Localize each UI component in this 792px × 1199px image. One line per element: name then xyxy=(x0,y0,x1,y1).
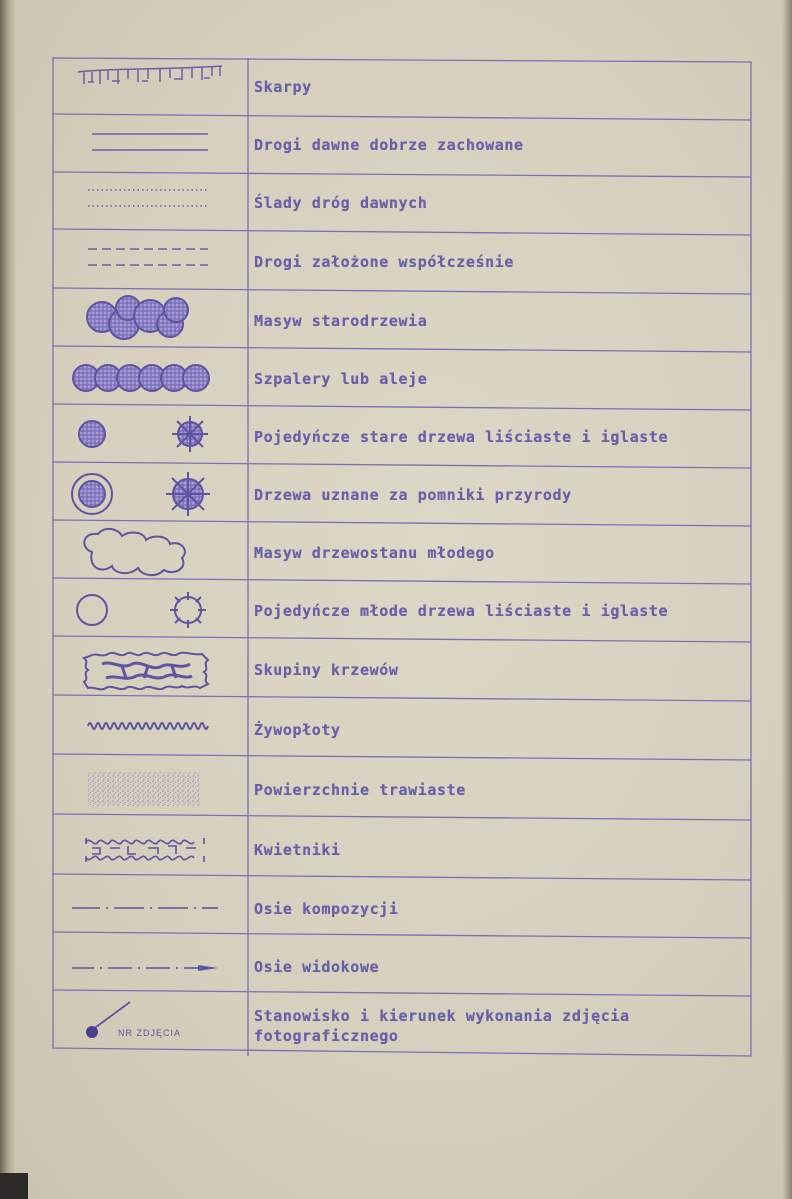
photo-station-direction-icon xyxy=(52,996,247,1056)
legend-row-shrubs xyxy=(52,640,752,700)
outline-tree-cluster-icon xyxy=(52,524,247,582)
shrub-group-icon xyxy=(52,640,247,700)
binding-edge xyxy=(0,0,16,1199)
hedge-wavy-line-icon xyxy=(52,700,247,760)
legend-label: Osie widokowe xyxy=(254,958,380,976)
legend-row-hedges xyxy=(52,700,752,760)
outline-deciduous-and-conifer-tree-icon xyxy=(52,582,247,640)
filled-tree-row-icon xyxy=(52,350,247,408)
legend-row-old-stand xyxy=(52,292,752,350)
page-edge xyxy=(782,0,792,1199)
double-solid-line-icon xyxy=(52,116,247,174)
legend-label: Osie kompozycji xyxy=(254,900,399,918)
legend-label: Żywopłoty xyxy=(254,721,341,739)
legend-row-monument-trees xyxy=(52,466,752,524)
legend-table xyxy=(52,56,752,1058)
legend-row-grass xyxy=(52,760,752,820)
legend-row-composition-axes xyxy=(52,880,752,938)
legend-row-traces xyxy=(52,174,752,232)
legend-row-flowerbeds xyxy=(52,820,752,880)
legend-label: Masyw starodrzewia xyxy=(254,312,428,330)
dash-dot-arrow-axis-icon xyxy=(52,938,247,996)
legend-row-old-roads xyxy=(52,116,752,174)
legend-label: Skupiny krzewów xyxy=(254,661,399,679)
filled-tree-cluster-icon xyxy=(52,292,247,350)
dash-dot-axis-line-icon xyxy=(52,880,247,938)
stippled-grass-area-icon xyxy=(52,760,247,820)
filled-deciduous-and-conifer-tree-icon xyxy=(52,408,247,466)
legend-label: Powierzchnie trawiaste xyxy=(254,781,466,799)
legend-label: Stanowisko i kierunek wykonania zdjęcia fotograficznego xyxy=(254,1007,630,1045)
legend-label: Pojedyńcze młode drzewa liściaste i iglaste xyxy=(254,602,669,620)
legend-label: Pojedyńcze stare drzewa liściaste i iglaste xyxy=(254,428,669,446)
legend-label: Skarpy xyxy=(254,78,312,96)
legend-label: Ślady dróg dawnych xyxy=(254,194,428,212)
legend-label: Drogi założone współcześnie xyxy=(254,253,515,271)
page-corner-shadow xyxy=(0,1173,28,1199)
flowerbed-pattern-icon xyxy=(52,820,247,880)
legend-label: Kwietniki xyxy=(254,841,341,859)
legend-row-young-trees xyxy=(52,582,752,640)
legend-row-escarpments xyxy=(52,58,752,116)
legend-row-view-axes xyxy=(52,938,752,996)
legend-label: Drogi dawne dobrze zachowane xyxy=(254,136,524,154)
double-dashed-line-icon xyxy=(52,232,247,292)
photo-number-label: NR ZDJĘCIA xyxy=(118,1028,182,1038)
legend-label: Szpalery lub aleje xyxy=(254,370,428,388)
ringed-tree-monument-icon xyxy=(52,466,247,524)
double-dotted-line-icon xyxy=(52,174,247,232)
legend-row-modern-roads xyxy=(52,232,752,292)
legend-label: Masyw drzewostanu młodego xyxy=(254,544,495,562)
legend-label: Drzewa uznane za pomniki przyrody xyxy=(254,486,572,504)
legend-row-young-stand xyxy=(52,524,752,582)
legend-row-single-old-trees xyxy=(52,408,752,466)
escarpment-hatched-line-icon xyxy=(52,58,247,116)
legend-row-alleys xyxy=(52,350,752,408)
legend-row-photo-station xyxy=(52,996,752,1056)
